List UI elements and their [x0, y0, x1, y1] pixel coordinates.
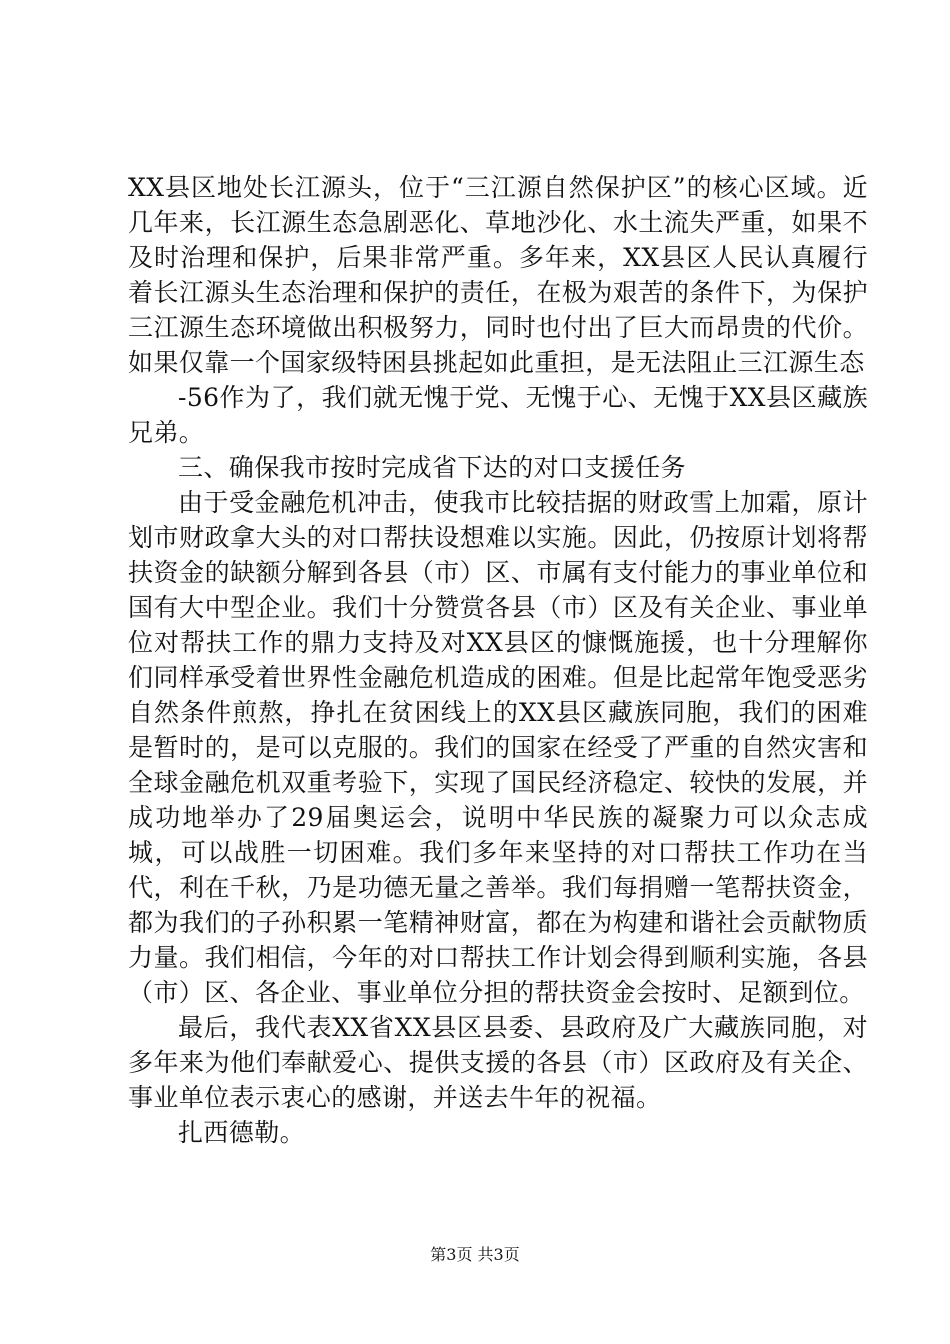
paragraph-closing-thanks: 最后，我代表XX省XX县区县委、县政府及广大藏族同胞，对多年来为他们奉献爱心、提供支援的各县（市）区政府及有关企、事业单位表示衷心的感谢，并送去牛年的祝福。	[128, 1013, 868, 1112]
page-footer: 第3页 共3页	[430, 1245, 520, 1264]
paragraph-ecology: XX县区地处长江源头，位于“三江源自然保护区”的核心区域。近几年来，长江源生态急剧恶化、草地沙化、水土流失严重，如果不及时治理和保护，后果非常严重。多年来，XX县区人民认真履行着长江源头生态治理和保护的责任，在极为艰苦的条件下，为保护三江源生态环境做出积极努力，同时也付出了巨大而昂贵的代价。如果仅靠一个国家级特困县挑起如此重担，是无法阻止三江源生态	[128, 173, 868, 377]
document-body	[128, 170, 868, 1150]
section-heading-three: 三、确保我市按时完成省下达的对口支援任务	[178, 453, 687, 482]
paragraph-continuation: -56作为了，我们就无愧于党、无愧于心、无愧于XX县区藏族兄弟。	[128, 383, 868, 447]
paragraph-blessing: 扎西德勒。	[178, 1118, 306, 1147]
paragraph-financial-crisis: 由于受金融危机冲击，使我市比较拮据的财政雪上加霜，原计划市财政拿大头的对口帮扶设想难以实施。因此，仍按原计划将帮扶资金的缺额分解到各县（市）区、市属有支付能力的事业单位和国有大中型企业。我们十分赞赏各县（市）区及有关企业、事业单位对帮扶工作的鼎力支持及对XX县区的慷慨施援，也十分理解你们同样承受着世界性金融危机造成的困难。但是比起常年饱受恶劣自然条件煎熬，挣扎在贫困线上的XX县区藏族同胞，我们的困难是暂时的，是可以克服的。我们的国家在经受了严重的自然灾害和全球金融危机双重考验下，实现了国民经济稳定、较快的发展，并成功地举办了29届奥运会，说明中华民族的凝聚力可以众志成城，可以战胜一切困难。我们多年来坚持的对口帮扶工作功在当代，利在千秋，乃是功德无量之善举。我们每捐赠一笔帮扶资金，都为我们的子孙积累一笔精神财富，都在为构建和谐社会贡献物质力量。我们相信，今年的对口帮扶工作计划会得到顺利实施，各县（市）区、各企业、事业单位分担的帮扶资金会按时、足额到位。	[128, 488, 868, 1007]
